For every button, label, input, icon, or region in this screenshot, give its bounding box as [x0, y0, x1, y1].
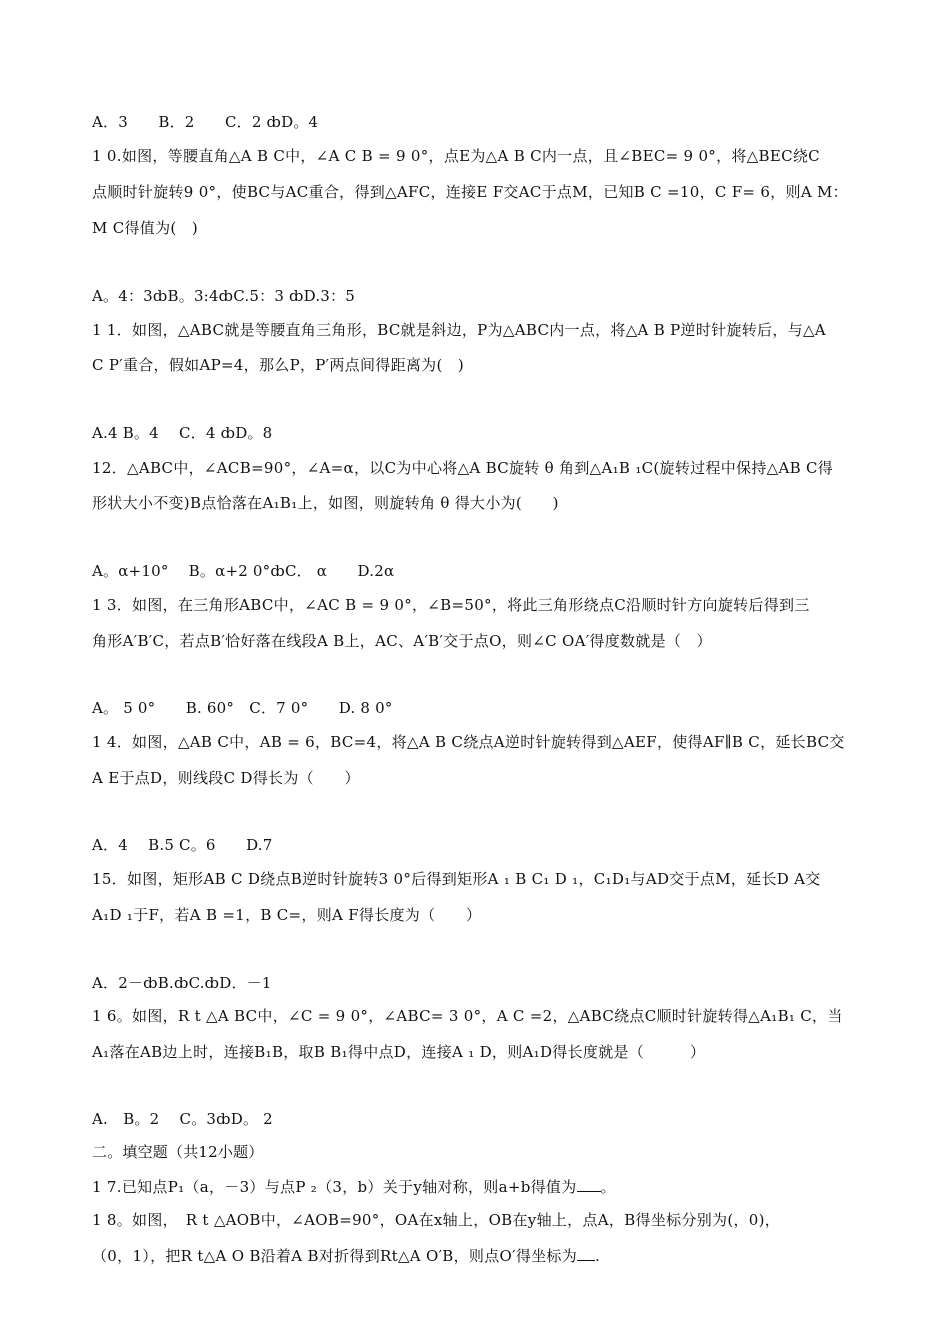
q9-options: A．3 B．2 C．2 ȸD。4	[92, 113, 319, 131]
q18-text-line2	[92, 1246, 872, 1265]
q17-text-body: 1 7.已知点P₁（a，－3）与点P ₂（3，b）关于y轴对称，则a+b得值为	[92, 1178, 577, 1196]
q18-text-body: （0，1），把R t△A O B沿着A B对折得到Rt△A O′B，则点O′得坐标为	[92, 1247, 578, 1265]
q11-text-line2: C P′重合，假如AP=4，那么P，P′两点间得距离为( )	[92, 356, 465, 374]
q10-text-line2: 点顺时针旋转9 0°，使BC与AC重合，得到△AFC，连接E F交AC于点M，已知B C =10，C F= 6，则A M：	[92, 183, 848, 201]
q11-text-line1: 1 1．如图，△ABC就是等腰直角三角形，BC就是斜边，P为△ABC内一点，将△A B P逆时针旋转后，与△A	[92, 321, 826, 339]
q15-text-line1: 15．如图，矩形AB C D绕点B逆时针旋转3 0°后得到矩形A ₁ B C₁ D ₁，C₁D₁与AD交于点M，延长D A交	[92, 870, 821, 888]
q13-options: A。 5 0° B. 60° C．7 0° D. 8 0°	[92, 699, 393, 717]
q17-text	[92, 1177, 872, 1196]
q10-text-line1: 1 0.如图，等腰直角△A B C中，∠A C B = 9 0°，点E为△A B C内一点，且∠BEC= 9 0°，将△BEC绕C	[92, 147, 820, 165]
q15-options: A．2－ȸB.ȸC.ȸD．－1	[92, 974, 272, 992]
q10-text-line3: M C得值为( )	[92, 219, 199, 237]
q12-text-line2: 形状大小不变)B点恰落在A₁B₁上，如图，则旋转角 θ 得大小为( )	[92, 494, 559, 512]
q12-text-line1: 12．△ABC中，∠ACB=90°，∠A=α，以C为中心将△A BC旋转 θ 角到△A₁B ₁C(旋转过程中保持△AB C得	[92, 459, 834, 477]
q13-text-line2: 角形A′B′C，若点B′恰好落在线段A B上，AC、A′B′交于点O，则∠C OA′得度数就是（ ）	[92, 632, 712, 650]
q16-options: A. B。2 C。3ȸD。 2	[92, 1110, 273, 1128]
q17-answer-blank	[577, 1177, 601, 1192]
q11-options: A.4 B。4 C．4 ȸD。8	[92, 424, 273, 442]
q14-text-line2: A E于点D，则线段C D得长为（ ）	[92, 769, 360, 787]
q18-text-line1: 1 8。如图， R t △AOB中，∠AOB=90°，OA在x轴上，OB在y轴上，点A，B得坐标分别为(，0)，	[92, 1211, 781, 1229]
q13-text-line1: 1 3．如图，在三角形ABC中，∠AC B = 9 0°，∠B=50°，将此三角形绕点C沿顺时针方向旋转后得到三	[92, 596, 810, 614]
q16-text-line2: A₁落在AB边上时，连接B₁B，取B B₁得中点D，连接A ₁ D，则A₁D得长度就是（ ）	[92, 1043, 706, 1061]
q14-options: A．4 B.5 C。6 D.7	[92, 836, 273, 854]
q17-text-end: 。	[600, 1178, 616, 1196]
q12-options: A。α+10° B。α+2 0°ȸC． α D.2α	[92, 562, 395, 580]
q18-answer-blank	[577, 1246, 595, 1261]
q10-options: A。4：3ȸB。3:4ȸC.5：3 ȸD.3：5	[92, 287, 355, 305]
q18-text-end: .	[595, 1247, 601, 1265]
q15-text-line2: A₁D ₁于F，若A B =1，B C=，则A F得长度为（ ）	[92, 906, 482, 924]
section-heading-fill-in: 二。填空题（共12小题）	[92, 1143, 264, 1161]
q16-text-line1: 1 6。如图，R t △A BC中，∠C = 9 0°，∠ABC= 3 0°，A C =2，△ABC绕点C顺时针旋转得△A₁B₁ C，当	[92, 1007, 843, 1025]
q14-text-line1: 1 4．如图，△AB C中，AB = 6，BC=4，将△A B C绕点A逆时针旋转得到△AEF，使得AF∥B C，延长BC交	[92, 733, 845, 751]
